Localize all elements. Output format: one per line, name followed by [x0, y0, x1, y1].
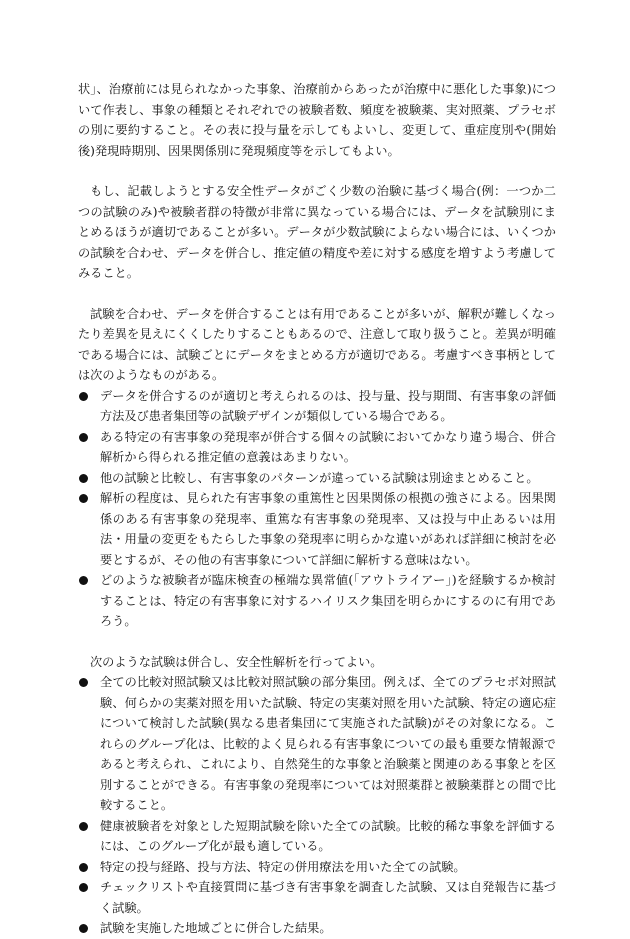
bullet-icon [79, 678, 88, 687]
bullet-icon [79, 474, 88, 483]
list-item: 試験を実施した地域ごとに併合した結果。 [78, 918, 556, 939]
bullet-icon [79, 883, 88, 892]
bullet-icon [79, 433, 88, 442]
bullet-icon [79, 924, 88, 933]
list-item: 全ての比較対照試験又は比較対照試験の部分集団。例えば、全てのプラセボ対照試験、何らかの実薬対照を用いた試験、特定の実薬対照を用いた試験、特定の適応症について検討した試験(異なる患者集団にて実施された試験)がその対象になる。これらのグループ化は、比較的よく見られる有害事象についての最も重要な情報源であると考えられ、これにより、自然発生的な事象と治験薬と関連のある事象とを区別することができる。有害事象の発現率については対照薬群と被験薬群との間で比較すること。 [78, 672, 556, 816]
list-item: ある特定の有害事象の発現率が併合する個々の試験においてかなり違う場合、併合解析から得られる推定値の意義はあまりない。 [78, 427, 556, 468]
list-item: どのような被験者が臨床検査の極端な異常値(「アウトライアー」)を経験するか検討することは、特定の有害事象に対するハイリスク集団を明らかにするのに有用であろう。 [78, 570, 556, 632]
bullet-icon [79, 863, 88, 872]
list-item: データを併合するのが適切と考えられるのは、投与量、投与期間、有害事象の評価方法及び患者集団等の試験デザインが類似している場合である。 [78, 386, 556, 427]
paragraph-adverse-event-tabulation: 状」、治療前には見られなかった事象、治療前からあったが治療中に悪化した事象)について作表し、事象の種類とそれぞれでの被験者数、頻度を被験薬、実対照薬、プラセボの別に要約すること。その表に投与量を示してもよいし、変更して、重症度別や(開始後)発現時期別、因果関係別に発現頻度等を示してもよい。 [78, 82, 556, 158]
bullet-icon [79, 822, 88, 831]
paragraph-poolable-trials-intro: 次のような試験は併合し、安全性解析を行ってよい。 [90, 654, 383, 669]
considerations-list [78, 386, 556, 632]
list-item: 他の試験と比較し、有害事象のパターンが違っている試験は別途まとめること。 [78, 468, 556, 489]
bullet-icon [79, 494, 88, 503]
document-body [78, 79, 556, 939]
list-item: 健康被験者を対象とした短期試験を除いた全ての試験。比較的稀な事象を評価するには、このグループ化が最も適している。 [78, 816, 556, 857]
paragraph-small-trial-data: もし、記載しようとする安全性データがごく少数の治験に基づく場合(例：一つか二つの試験のみ)や被験者群の特徴が非常に異なっている場合には、データを試験別にまとめるほうが適切であることが多い。データが少数試験によらない場合には、いくつかの試験を合わせ、データを併合し、推定値の精度や差に対する感度を増すよう考慮してみること。 [78, 184, 556, 280]
poolable-trials-list [78, 672, 556, 939]
bullet-icon [79, 576, 88, 585]
paragraph-pooling-caution: 試験を合わせ、データを併合することは有用であることが多いが、解釈が難しくなったり差異を見えにくくしたりすることもあるので、注意して取り扱うこと。差異が明確である場合には、試験ごとにデータをまとめる方が適切である。考慮すべき事柄としては次のようなものがある。 [78, 306, 556, 382]
list-item: 特定の投与経路、投与方法、特定の併用療法を用いた全ての試験。 [78, 857, 556, 878]
list-item: 解析の程度は、見られた有害事象の重篤性と因果関係の根拠の強さによる。因果関係のある有害事象の発現率、重篤な有害事象の発現率、又は投与中止あるいは用法・用量の変更をもたらした事象の発現率に明らかな違いがあれば詳細に検討を必要とするが、その他の有害事象について詳細に解析する意味はない。 [78, 488, 556, 570]
list-item: チェックリストや直接質問に基づき有害事象を調査した試験、又は自発報告に基づく試験。 [78, 877, 556, 918]
bullet-icon [79, 392, 88, 401]
